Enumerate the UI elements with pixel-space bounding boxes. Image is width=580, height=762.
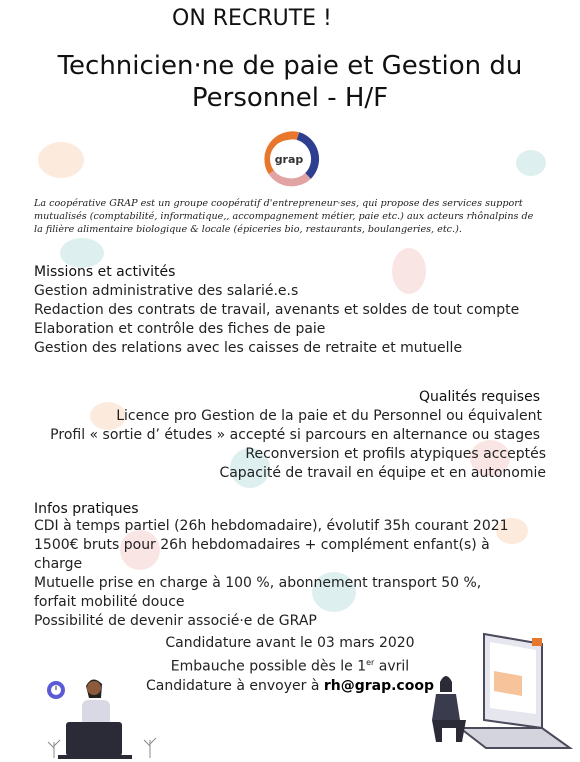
- infos-item: 1500€ bruts pour 26h hebdomadaires + complément enfant(s) à charge: [34, 537, 490, 572]
- infos-item: Mutuelle prise en charge à 100 %, abonnement transport 50 %, forfait mobilité douce: [34, 575, 482, 610]
- person-icon: [82, 679, 110, 726]
- laptop-icon: [58, 722, 132, 759]
- infos-title: Infos pratiques: [34, 501, 139, 517]
- email-link[interactable]: rh@grap.coop: [323, 677, 434, 694]
- qualites-item: Reconversion et profils atypiques acceptés: [245, 446, 546, 462]
- missions-item: Gestion administrative des salarié.e.s: [34, 283, 299, 299]
- woman-icon: [432, 676, 466, 742]
- hire-sup: er: [366, 658, 375, 667]
- grap-logo: [258, 128, 322, 192]
- qualites-section: [50, 389, 546, 483]
- candidature-deadline: Candidature avant le 03 mars 2020: [165, 635, 415, 651]
- hire-suffix: avril: [374, 658, 410, 675]
- title-line-2: Personnel - H/F: [191, 83, 389, 113]
- hire-date: [130, 653, 450, 677]
- person-laptop-illustration: [40, 662, 170, 762]
- qualites-item: Profil « sortie d’ études » accepté si parcours en alternance ou stages: [50, 427, 540, 443]
- infos-item: CDI à temps partiel (26h hebdomadaire), évolutif 35h courant 2021: [34, 518, 509, 534]
- missions-item: Elaboration et contrôle des fiches de paie: [34, 321, 326, 337]
- intro-text: La coopérative GRAP est un groupe coopératif d'entrepreneur·ses, qui propose des services support mutualisés (comptabilité, informatique,, accompagnement métier, paie etc.) aux acteurs rhônalpins de la filière alimentaire biologique & locale (épiceries bio, restaurants, boulangeries, etc.).: [34, 198, 534, 235]
- infos-section: [34, 501, 514, 631]
- infos-item: Possibilité de devenir associé·e de GRAP: [34, 613, 317, 629]
- hire-prefix: Embauche possible dès le 1: [170, 658, 367, 675]
- page-title: [30, 50, 550, 114]
- qualites-item: Licence pro Gestion de la paie et du Personnel ou équivalent: [116, 408, 542, 424]
- missions-item: Gestion des relations avec les caisses de retraite et mutuelle: [34, 340, 463, 356]
- missions-item: Redaction des contrats de travail, avenants et soldes de tout compte: [34, 302, 520, 318]
- candidature-section: [130, 634, 450, 696]
- qualites-title: Qualités requises: [418, 389, 540, 405]
- missions-section: [34, 264, 519, 358]
- clock-icon: [47, 681, 65, 699]
- qualites-item: Capacité de travail en équipe et en autonomie: [219, 465, 546, 481]
- laptop-icon: [460, 634, 570, 748]
- send-prefix: Candidature à envoyer à: [146, 677, 324, 694]
- sticky-note-icon: [532, 638, 542, 646]
- missions-title: Missions et activités: [34, 264, 176, 280]
- send-to: [130, 677, 450, 696]
- woman-laptop-illustration: [420, 628, 580, 762]
- logo-text: grap: [274, 153, 304, 166]
- recruit-heading: ON RECRUTE !: [172, 6, 332, 31]
- title-line-1: Technicien·ne de paie et Gestion du: [57, 51, 523, 81]
